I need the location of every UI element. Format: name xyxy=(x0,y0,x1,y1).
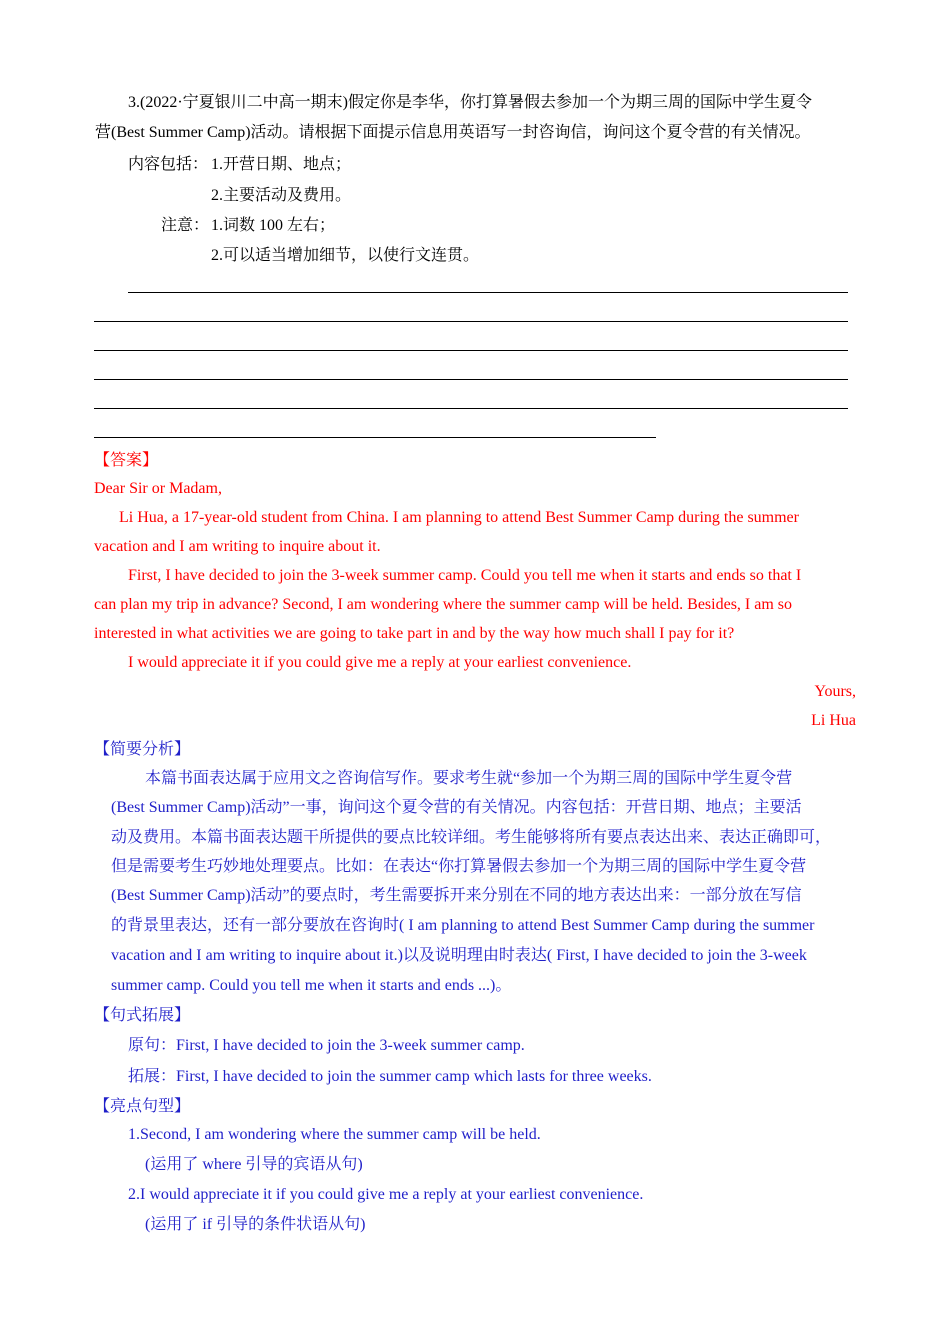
writing-line xyxy=(94,408,848,409)
highlight-note-1: (运用了 where 引导的宾语从句) xyxy=(145,1156,363,1173)
answer-closing: Yours, xyxy=(814,683,856,700)
answer-line: I would appreciate it if you could give me a reply at your earliest convenience. xyxy=(128,654,632,671)
analysis-line: 的背景里表达，还有一部分要放在咨询时( I am planning to attend Best Summer Camp during the summer xyxy=(111,917,815,934)
writing-line xyxy=(128,292,848,293)
expansion-original: 原句：First, I have decided to join the 3-week summer camp. xyxy=(128,1037,525,1054)
analysis-line: summer camp. Could you tell me when it starts and ends ...)。 xyxy=(111,977,512,994)
highlight-note-2: (运用了 if 引导的条件状语从句) xyxy=(145,1216,366,1233)
question-line-1: 3.(2022·宁夏银川二中高一期末)假定你是李华，你打算暑假去参加一个为期三周的国际中学生夏令 xyxy=(128,94,812,111)
answer-line: First, I have decided to join the 3-week summer camp. Could you tell me when it starts and ends so that I xyxy=(128,567,802,584)
writing-line xyxy=(94,379,848,380)
writing-line xyxy=(94,321,848,322)
analysis-line: 但是需要考生巧妙地处理要点。比如：在表达“你打算暑假去参加一个为期三周的国际中学生夏令营 xyxy=(111,858,807,875)
answer-line: can plan my trip in advance? Second, I am wondering where the summer camp will be held. Besides, I am so xyxy=(94,596,793,613)
highlight-sentence-1: 1.Second, I am wondering where the summer camp will be held. xyxy=(128,1126,541,1143)
answer-line: Li Hua, a 17-year-old student from China. I am planning to attend Best Summer Camp during the summer xyxy=(119,509,799,526)
question-line-2: 营(Best Summer Camp)活动。请根据下面提示信息用英语写一封咨询信，询问这个夏令营的有关情况。 xyxy=(95,124,811,141)
highlight-sentence-2: 2.I would appreciate it if you could give me a reply at your earliest convenience. xyxy=(128,1186,644,1203)
answer-signature: Li Hua xyxy=(811,712,856,729)
analysis-line: (Best Summer Camp)活动”一事，询问这个夏令营的有关情况。内容包括：开营日期、地点；主要活 xyxy=(111,799,802,816)
content-item-2: 2.主要活动及费用。 xyxy=(211,187,352,204)
note-item-2: 2.可以适当增加细节，以使行文连贯。 xyxy=(211,247,480,264)
writing-line xyxy=(94,437,656,438)
answer-salutation: Dear Sir or Madam, xyxy=(94,480,222,497)
expansion-heading: 【句式拓展】 xyxy=(94,1007,191,1024)
analysis-line: vacation and I am writing to inquire about it.)以及说明理由时表达( First, I have decided to join the 3-week xyxy=(111,947,807,964)
note-item-1: 1.词数 100 左右； xyxy=(211,217,336,234)
analysis-line: 本篇书面表达属于应用文之咨询信写作。要求考生就“参加一个为期三周的国际中学生夏令营 xyxy=(145,770,793,787)
writing-line xyxy=(94,350,848,351)
note-label: 注意： xyxy=(161,217,210,234)
content-label: 内容包括： xyxy=(128,156,209,173)
answer-line: vacation and I am writing to inquire about it. xyxy=(94,538,381,555)
highlights-heading: 【亮点句型】 xyxy=(94,1098,191,1115)
content-item-1: 1.开营日期、地点； xyxy=(211,156,352,173)
answer-line: interested in what activities we are going to take part in and by the way how much shall I pay for it? xyxy=(94,625,735,642)
expansion-expanded: 拓展：First, I have decided to join the summer camp which lasts for three weeks. xyxy=(128,1068,652,1085)
analysis-line: (Best Summer Camp)活动”的要点时，考生需要拆开来分别在不同的地方表达出来：一部分放在写信 xyxy=(111,887,802,904)
analysis-line: 动及费用。本篇书面表达题干所提供的要点比较详细。考生能够将所有要点表达出来、表达正确即可， xyxy=(111,829,832,846)
analysis-heading: 【简要分析】 xyxy=(94,741,191,758)
answer-heading: 【答案】 xyxy=(94,452,159,469)
